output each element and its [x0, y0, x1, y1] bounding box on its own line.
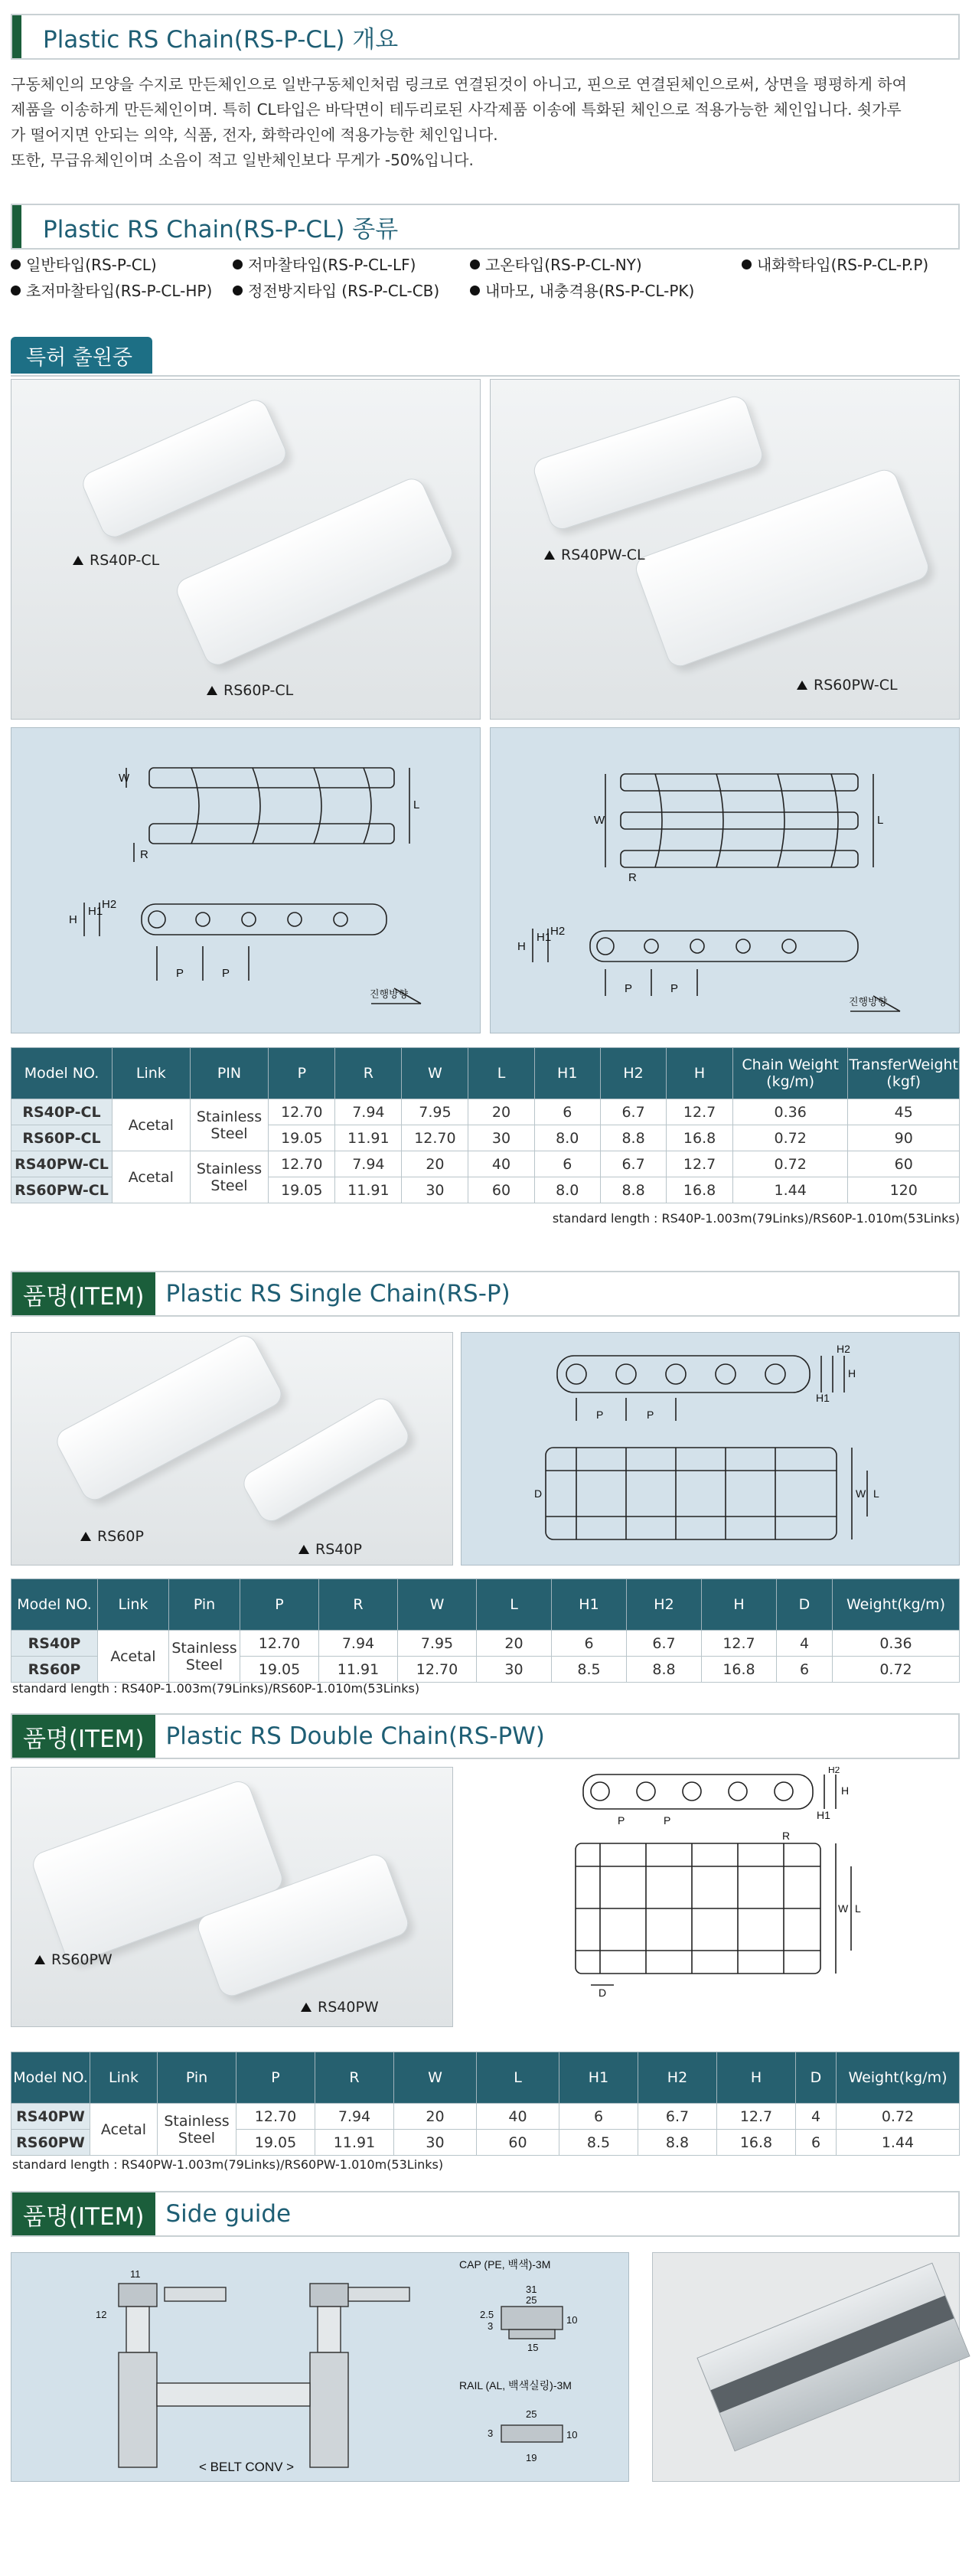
pin-cell: Stainless Steel	[190, 1151, 269, 1203]
model-cell: RS60PW-CL	[11, 1177, 113, 1203]
cell: 11.91	[335, 1177, 402, 1203]
dim-label: 31	[526, 2284, 537, 2295]
th: H	[667, 1048, 733, 1099]
patent-label: 특허 출원중	[11, 337, 152, 374]
cell: 6.7	[600, 1099, 666, 1125]
cell: 90	[848, 1125, 960, 1151]
types-header	[11, 204, 960, 250]
cell: 120	[848, 1177, 960, 1203]
double-standard-length: standard length : RS40PW-1.003m(79Links)/RS60PW-1.010m(53Links)	[12, 2157, 444, 2172]
cell: 8.5	[559, 2130, 638, 2156]
model-cell: RS60PW	[11, 2130, 90, 2156]
dim-label: H	[517, 940, 526, 953]
cell: 1.44	[732, 1177, 848, 1203]
type-item: 초저마찰타입(RS-P-CL-HP)	[11, 279, 212, 301]
dim-label: P	[670, 982, 679, 995]
dim-label: R	[782, 1830, 791, 1842]
dim-label: 10	[566, 2429, 578, 2441]
overview-line: 제품을 이송하게 만든체인이며. 특히 CL타입은 바닥면이 테두리로된 사각제품 이송에 특화된 체인으로 적용가능한 체인입니다. 쇳가루	[11, 100, 902, 119]
dim-label: P	[618, 1814, 625, 1827]
cell: 8.8	[600, 1125, 666, 1151]
cell: 7.94	[319, 1631, 398, 1657]
table-header-row	[11, 2052, 960, 2104]
technical-drawing	[11, 728, 480, 1033]
cell: 30	[394, 2130, 477, 2156]
cell: 40	[468, 1151, 534, 1177]
type-item: 저마찰타입(RS-P-CL-LF)	[233, 253, 416, 275]
dim-label: H2	[837, 1343, 850, 1355]
cell: 0.36	[833, 1631, 960, 1657]
dim-label: P	[176, 967, 184, 980]
cell: 12.7	[717, 2104, 796, 2130]
photo-rs-p	[11, 1332, 453, 1566]
dim-label: 2.5	[480, 2309, 494, 2320]
dim-label: P	[664, 1814, 671, 1827]
overview-header	[11, 14, 960, 60]
table-header-row	[11, 1579, 960, 1631]
dim-label: P	[625, 982, 633, 995]
th: Chain Weight (kg/m)	[732, 1048, 848, 1099]
cl-spec-table	[11, 1047, 960, 1203]
link-cell: Acetal	[112, 1099, 190, 1151]
table-row	[11, 1099, 960, 1125]
cell: 8.5	[552, 1657, 627, 1683]
side-guide-title: Side guide	[165, 2200, 292, 2228]
cell: 8.0	[534, 1177, 600, 1203]
model-cell: RS40PW	[11, 2104, 90, 2130]
drawing-rs-pw	[461, 1767, 960, 2027]
dim-label: L	[413, 798, 420, 811]
direction-label: 진행방향	[370, 988, 409, 1000]
cell: 8.0	[534, 1125, 600, 1151]
dim-label: W	[856, 1487, 866, 1500]
double-title: Plastic RS Double Chain(RS-PW)	[165, 1722, 545, 1750]
chain-image-small	[79, 396, 291, 542]
th: PIN	[190, 1048, 269, 1099]
th: L	[477, 2052, 559, 2104]
types-list	[11, 253, 960, 305]
model-cell: RS40P-CL	[11, 1099, 113, 1125]
cell: 12.70	[269, 1151, 335, 1177]
chain-image-small	[530, 393, 766, 532]
dim-label: L	[873, 1487, 879, 1500]
caption-rs60pw: RS60PW	[34, 1951, 113, 1968]
types-title: Plastic RS Chain(RS-P-CL) 종류	[43, 215, 399, 243]
th: W	[394, 2052, 477, 2104]
dim-label: L	[877, 814, 884, 827]
dim-label: H	[69, 913, 77, 926]
cell: 0.36	[732, 1099, 848, 1125]
overview-line: 구동체인의 모양을 수지로 만든체인으로 일반구동체인처럼 링크로 연결된것이 아니고, 핀으로 연결된체인으로써, 상면을 평평하게 하여	[11, 75, 907, 93]
type-item: 내마모, 내충격용(RS-P-CL-PK)	[470, 279, 694, 301]
technical-drawing	[491, 728, 959, 1033]
dim-label: L	[855, 1902, 861, 1915]
cell: 8.8	[638, 2130, 717, 2156]
th: P	[240, 1579, 319, 1631]
th: H1	[559, 2052, 638, 2104]
cell: 19.05	[236, 2130, 315, 2156]
dim-label: W	[838, 1902, 849, 1915]
cell: 11.91	[335, 1125, 402, 1151]
dim-label: H1	[816, 1392, 830, 1404]
cell: 16.8	[667, 1125, 733, 1151]
cell: 4	[796, 2104, 837, 2130]
cell: 7.95	[402, 1099, 468, 1125]
dim-label: W	[594, 814, 605, 827]
th: TransferWeight (kgf)	[848, 1048, 960, 1099]
cl-standard-length: standard length : RS40P-1.003m(79Links)/RS60P-1.010m(53Links)	[552, 1211, 960, 1226]
th: Model NO.	[11, 1048, 113, 1099]
cell: 16.8	[702, 1657, 777, 1683]
rail-label: RAIL (AL, 백색실링)-3M	[459, 2379, 572, 2392]
single-title: Plastic RS Single Chain(RS-P)	[165, 1280, 510, 1308]
cell: 7.94	[335, 1099, 402, 1125]
type-item: 일반타입(RS-P-CL)	[11, 253, 157, 275]
dim-label: H1	[817, 1809, 830, 1821]
dim-label: R	[140, 848, 148, 861]
model-cell: RS60P	[11, 1657, 98, 1683]
single-standard-length: standard length : RS40P-1.003m(79Links)/RS60P-1.010m(53Links)	[12, 1681, 420, 1696]
cell: 12.7	[667, 1151, 733, 1177]
dim-label: H1	[537, 931, 552, 944]
dim-label: H2	[828, 1767, 840, 1775]
table-row	[11, 1151, 960, 1177]
direction-label: 진행방향	[849, 996, 888, 1007]
overview-title: Plastic RS Chain(RS-P-CL) 개요	[43, 25, 399, 54]
header-accent-bar	[12, 205, 21, 248]
cell: 60	[477, 2130, 559, 2156]
overview-text	[11, 72, 960, 173]
dim-label: 19	[526, 2452, 537, 2463]
cell: 12.7	[667, 1099, 733, 1125]
dim-label: W	[119, 772, 130, 785]
drawing-rs-p	[461, 1332, 960, 1566]
dim-label: P	[222, 967, 230, 980]
table-header-row	[11, 1048, 960, 1099]
dim-label: D	[599, 1987, 607, 1999]
caption-rs60pw-cl: RS60PW-CL	[797, 677, 898, 694]
th: H1	[552, 1579, 627, 1631]
chain-image-small	[239, 1393, 413, 1526]
model-cell: RS40P	[11, 1631, 98, 1657]
belt-conv-label: < BELT CONV >	[199, 2460, 295, 2474]
overview-line: 또한, 무급유체인이며 소음이 적고 일반체인보다 무게가 -50%입니다.	[11, 151, 474, 169]
cell: 1.44	[837, 2130, 960, 2156]
caption-rs60p: RS60P	[80, 1528, 144, 1545]
cell: 16.8	[717, 2130, 796, 2156]
th: Link	[98, 1579, 169, 1631]
photo-rs-pw-cl	[490, 379, 960, 720]
dim-label: 15	[527, 2342, 539, 2353]
type-item: 내화학타입(RS-P-CL-P.P)	[742, 253, 928, 275]
link-cell: Acetal	[112, 1151, 190, 1203]
caption-rs40p: RS40P	[298, 1541, 362, 1558]
cell: 45	[848, 1099, 960, 1125]
double-header	[11, 1713, 960, 1759]
patent-band	[11, 337, 960, 377]
th: Link	[90, 2052, 158, 2104]
double-spec-table	[11, 2052, 960, 2156]
pin-cell: Stainless Steel	[158, 2104, 236, 2156]
cell: 6	[559, 2104, 638, 2130]
cell: 7.94	[335, 1151, 402, 1177]
side-guide-header	[11, 2191, 960, 2237]
dim-label: 12	[96, 2309, 107, 2320]
th: Model NO.	[11, 1579, 98, 1631]
th: Model NO.	[11, 2052, 90, 2104]
cell: 6.7	[638, 2104, 717, 2130]
th: R	[315, 2052, 394, 2104]
dim-label: H1	[88, 905, 103, 918]
cell: 19.05	[240, 1657, 319, 1683]
th: R	[319, 1579, 398, 1631]
cell: 6	[777, 1657, 833, 1683]
th: H2	[638, 2052, 717, 2104]
dim-label: H2	[550, 925, 566, 938]
cap-label: CAP (PE, 백색)-3M	[459, 2258, 551, 2271]
th: R	[335, 1048, 402, 1099]
side-guide-photo	[652, 2252, 960, 2482]
caption-rs60p-cl: RS60P-CL	[207, 682, 293, 699]
chain-image-large	[632, 466, 932, 671]
dim-label: H2	[102, 898, 117, 911]
drawing-rs-p-cl	[11, 727, 481, 1033]
dim-label: 3	[488, 2427, 494, 2439]
header-accent-bar	[12, 15, 21, 58]
th: H	[702, 1579, 777, 1631]
cell: 12.70	[240, 1631, 319, 1657]
th: Link	[112, 1048, 190, 1099]
photo-rs-p-cl	[11, 379, 481, 720]
item-tag: 품명(ITEM)	[12, 1272, 155, 1315]
cell: 12.70	[236, 2104, 315, 2130]
dim-label: 11	[130, 2268, 141, 2280]
cell: 30	[477, 1657, 552, 1683]
cell: 6.7	[627, 1631, 702, 1657]
th: W	[402, 1048, 468, 1099]
th: P	[269, 1048, 335, 1099]
th: H	[717, 2052, 796, 2104]
th: Weight(kg/m)	[837, 2052, 960, 2104]
cell: 19.05	[269, 1177, 335, 1203]
dim-label: H	[841, 1784, 850, 1797]
dim-label: 10	[566, 2314, 578, 2326]
cell: 8.8	[627, 1657, 702, 1683]
link-cell: Acetal	[90, 2104, 158, 2156]
cell: 7.95	[398, 1631, 477, 1657]
th: Pin	[169, 1579, 240, 1631]
dim-label: R	[628, 871, 637, 884]
cell: 20	[402, 1151, 468, 1177]
dim-label: P	[647, 1409, 654, 1421]
dim-label: 25	[526, 2294, 537, 2306]
th: Weight(kg/m)	[833, 1579, 960, 1631]
technical-drawing	[11, 2253, 628, 2481]
caption-rs40pw-cl: RS40PW-CL	[544, 547, 645, 563]
th: H1	[534, 1048, 600, 1099]
dim-label: 3	[488, 2320, 494, 2332]
th: D	[777, 1579, 833, 1631]
cell: 0.72	[732, 1151, 848, 1177]
cell: 30	[468, 1125, 534, 1151]
item-tag: 품명(ITEM)	[12, 2192, 155, 2235]
cell: 0.72	[837, 2104, 960, 2130]
cell: 12.70	[402, 1125, 468, 1151]
dim-label: H	[848, 1367, 856, 1379]
caption-rs40pw: RS40PW	[301, 1999, 379, 2016]
rail-image	[696, 2263, 970, 2452]
th: L	[477, 1579, 552, 1631]
cell: 6.7	[600, 1151, 666, 1177]
dim-label: P	[596, 1409, 604, 1421]
th: D	[796, 2052, 837, 2104]
pin-cell: Stainless Steel	[190, 1099, 269, 1151]
cell: 20	[394, 2104, 477, 2130]
model-cell: RS60P-CL	[11, 1125, 113, 1151]
cell: 0.72	[833, 1657, 960, 1683]
table-row	[11, 2104, 960, 2130]
technical-drawing	[462, 1333, 959, 1565]
cell: 6	[534, 1151, 600, 1177]
th: Pin	[158, 2052, 236, 2104]
cell: 60	[468, 1177, 534, 1203]
cell: 16.8	[667, 1177, 733, 1203]
cell: 0.72	[732, 1125, 848, 1151]
cell: 11.91	[319, 1657, 398, 1683]
cell: 6	[534, 1099, 600, 1125]
th: L	[468, 1048, 534, 1099]
type-item: 고온타입(RS-P-CL-NY)	[470, 253, 642, 275]
cell: 30	[402, 1177, 468, 1203]
technical-drawing	[461, 1767, 958, 2026]
overview-line: 가 떨어지면 안되는 의약, 식품, 전자, 화학라인에 적용가능한 체인입니다.	[11, 126, 498, 144]
chain-image-large	[172, 475, 456, 670]
th: H2	[600, 1048, 666, 1099]
cell: 11.91	[315, 2130, 394, 2156]
cell: 40	[477, 2104, 559, 2130]
link-cell: Acetal	[98, 1631, 169, 1683]
th: W	[398, 1579, 477, 1631]
cell: 6	[796, 2130, 837, 2156]
type-item: 정전방지타입 (RS-P-CL-CB)	[233, 279, 439, 301]
cell: 4	[777, 1631, 833, 1657]
cell: 12.70	[269, 1099, 335, 1125]
th: P	[236, 2052, 315, 2104]
cell: 12.70	[398, 1657, 477, 1683]
caption-rs40p-cl: RS40P-CL	[73, 552, 159, 569]
photo-rs-pw	[11, 1767, 453, 2027]
dim-label: D	[534, 1487, 543, 1500]
single-spec-table	[11, 1579, 960, 1683]
cell: 12.7	[702, 1631, 777, 1657]
drawing-rs-pw-cl	[490, 727, 960, 1033]
th: H2	[627, 1579, 702, 1631]
dim-label: 25	[526, 2408, 537, 2420]
cell: 7.94	[315, 2104, 394, 2130]
cell: 19.05	[269, 1125, 335, 1151]
cell: 8.8	[600, 1177, 666, 1203]
cell: 20	[468, 1099, 534, 1125]
cell: 60	[848, 1151, 960, 1177]
single-header	[11, 1271, 960, 1317]
item-tag: 품명(ITEM)	[12, 1715, 155, 1758]
pin-cell: Stainless Steel	[169, 1631, 240, 1683]
side-guide-drawing	[11, 2252, 629, 2482]
model-cell: RS40PW-CL	[11, 1151, 113, 1177]
cell: 20	[477, 1631, 552, 1657]
table-row	[11, 1631, 960, 1657]
cell: 6	[552, 1631, 627, 1657]
